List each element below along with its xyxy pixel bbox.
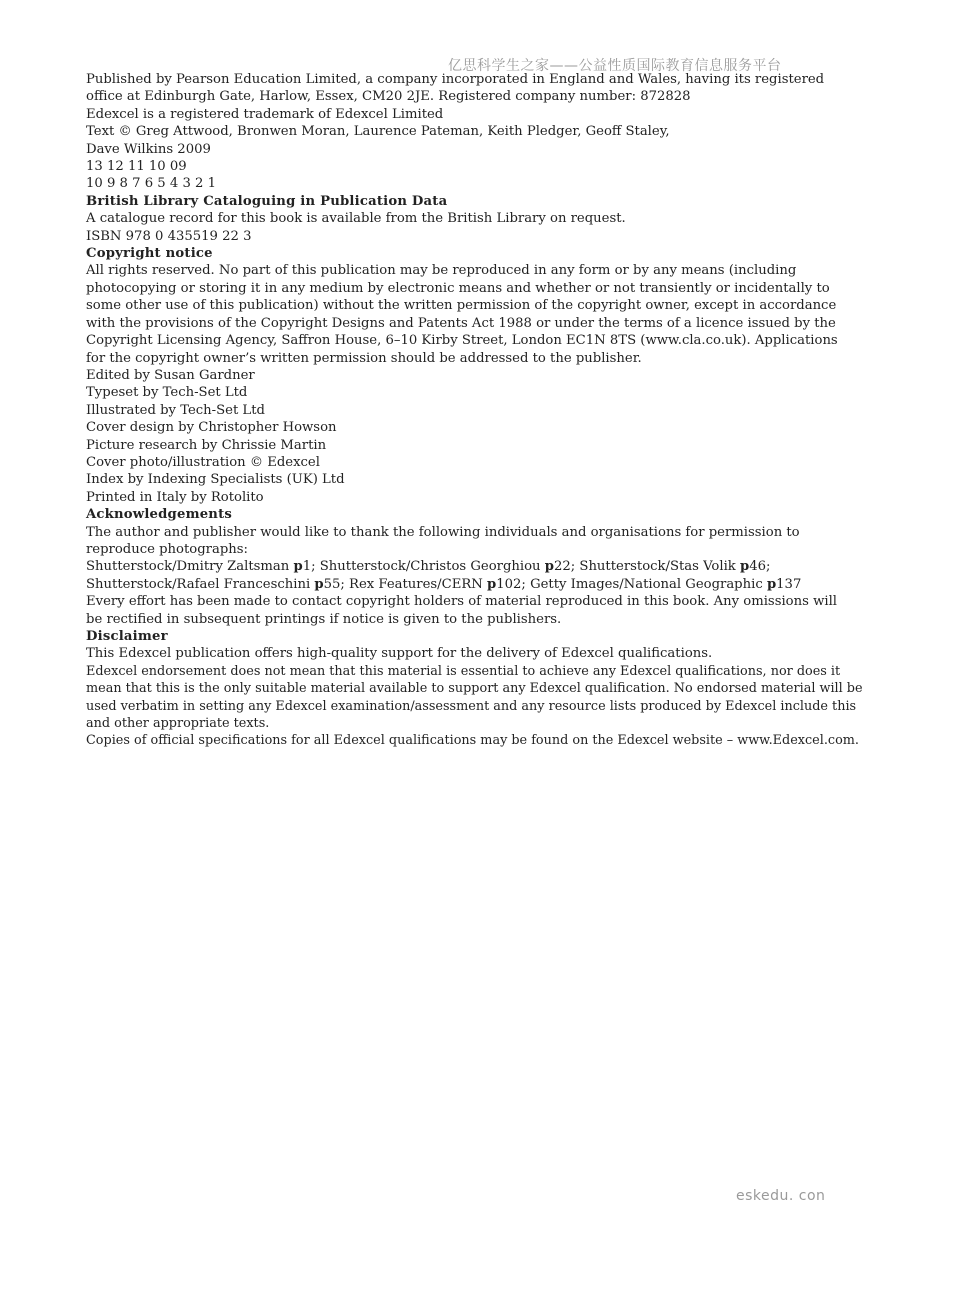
photo-credit-page: 102 xyxy=(496,576,522,592)
disclaimer-section: Disclaimer This Edexcel publication offers high-quality support for the delivery of Edexcel qualifications. xyxy=(86,628,826,663)
publisher-info xyxy=(86,71,826,106)
credit-line: Illustrated by Tech-Set Ltd xyxy=(86,402,265,418)
publisher-line: office at Edinburgh Gate, Harlow, Essex, CM20 2JE. Registered company number: 872828 xyxy=(86,89,691,105)
copyright-heading: Copyright notice xyxy=(86,246,213,262)
print-impressions: 10 9 8 7 6 5 4 3 2 1 xyxy=(86,176,217,192)
photo-credits-line: Shutterstock/Rafael Franceschini p55; Rex Features/CERN p102; Getty Images/National Geographic p137 xyxy=(86,576,802,592)
photo-credit-page-prefix: p xyxy=(487,576,497,592)
endorsement-notice: Edexcel endorsement does not mean that this material is essential to achieve any Edexcel qualifications, nor does it mean that this is the only suitable material available to support any Edexcel qualification. No endorsed material will be used verbatim in setting any Edexcel examination/assessment and any resource lists produced by Edexcel include this and other appropriate texts. xyxy=(86,663,863,732)
credit-line: Typeset by Tech-Set Ltd xyxy=(86,385,248,401)
photo-credit-source: Shutterstock/Christos Georghiou xyxy=(319,559,541,575)
acknowledgements-section: Acknowledgements The author and publisher would like to thank the following individuals and organisations for permission to reproduce photographs: xyxy=(86,506,826,558)
photo-credit-page-prefix: p xyxy=(544,559,554,575)
print-years: 13 12 11 10 09 xyxy=(86,159,187,175)
copyright-line: some other use of this publication) without the written permission of the copyright owner, except in accordance xyxy=(86,298,837,314)
credit-line: Printed in Italy by Rotolito xyxy=(86,489,264,505)
watermark-top: 亿思科学生之家——公益性质国际教育信息服务平台 xyxy=(448,58,782,74)
photo-credit-page: 1 xyxy=(302,559,312,575)
printing-numbers xyxy=(86,158,826,193)
credit-line: Picture research by Chrissie Martin xyxy=(86,437,327,453)
copyright-line: All rights reserved. No part of this publication may be reproduced in any form or by any means (including xyxy=(86,263,797,279)
photo-credit-source: Shutterstock/Rafael Franceschini xyxy=(86,576,311,592)
credit-line: Index by Indexing Specialists (UK) Ltd xyxy=(86,472,345,488)
acknowledgements-heading: Acknowledgements xyxy=(86,507,233,523)
photo-credit-source: Rex Features/CERN xyxy=(349,576,483,592)
photo-credits-line: Shutterstock/Dmitry Zaltsman p1; Shutterstock/Christos Georghiou p22; Shutterstock/Stas Volik p46; xyxy=(86,559,771,575)
photo-credit-page-prefix: p xyxy=(740,559,750,575)
cataloguing-heading: British Library Cataloguing in Publication Data xyxy=(86,193,448,209)
photo-credit-page: 55 xyxy=(323,576,341,592)
credit-line: Edited by Susan Gardner xyxy=(86,367,255,383)
credit-line: Cover photo/illustration © Edexcel xyxy=(86,454,320,470)
photo-credits xyxy=(86,558,826,593)
copyright-line: for the copyright owner’s written permission should be addressed to the publisher. xyxy=(86,350,642,366)
copyright-line: with the provisions of the Copyright Designs and Patents Act 1988 or under the terms of a licence issued by the xyxy=(86,315,836,331)
disclaimer-heading: Disclaimer xyxy=(86,629,168,644)
isbn: ISBN 978 0 435519 22 3 xyxy=(86,228,252,244)
production-credits xyxy=(86,367,826,506)
copyright-line: photocopying or storing it in any medium by electronic means and whether or not transiently or incidentally to xyxy=(86,280,830,296)
cataloguing-text: A catalogue record for this book is available from the British Library on request. xyxy=(86,211,626,227)
watermark-bottom: eskedu. con xyxy=(736,1188,826,1204)
trademark-notice: Edexcel is a registered trademark of Edexcel Limited xyxy=(86,106,444,122)
photo-credit-source: Getty Images/National Geographic xyxy=(530,576,763,592)
publisher-line: Published by Pearson Education Limited, a company incorporated in England and Wales, having its registered xyxy=(86,72,825,87)
copyright-section xyxy=(86,245,838,367)
copyright-effort-notice: Every effort has been made to contact copyright holders of material reproduced in this book. Any omissions will be rectified in subsequent printings if notice is given to the publishers. xyxy=(86,594,838,627)
photo-credit-source: Shutterstock/Stas Volik xyxy=(579,559,736,575)
cataloguing-section xyxy=(86,193,826,228)
photo-credit-page-prefix: p xyxy=(293,559,303,575)
photo-credit-page-prefix: p xyxy=(314,576,324,592)
copyright-page xyxy=(86,71,863,750)
photo-credit-page: 22 xyxy=(553,559,571,575)
photo-credit-page-prefix: p xyxy=(766,576,777,592)
photo-credit-source: Shutterstock/Dmitry Zaltsman xyxy=(86,559,290,575)
text-credit: Text © Greg Attwood, Bronwen Moran, Laurence Pateman, Keith Pledger, Geoff Staley, Dave Wilkins 2009 xyxy=(86,124,670,157)
photo-credit-page: 137 xyxy=(776,576,802,592)
photo-credit-page: 46 xyxy=(749,559,767,575)
copyright-line: Copyright Licensing Agency, Saffron House, 6–10 Kirby Street, London EC1N 8TS (www.cla.co.uk). Applications xyxy=(86,333,838,349)
specifications-notice: Copies of official specifications for all Edexcel qualifications may be found on the Edexcel website – www.Edexcel.com. xyxy=(86,733,859,749)
credit-line: Cover design by Christopher Howson xyxy=(86,420,337,436)
